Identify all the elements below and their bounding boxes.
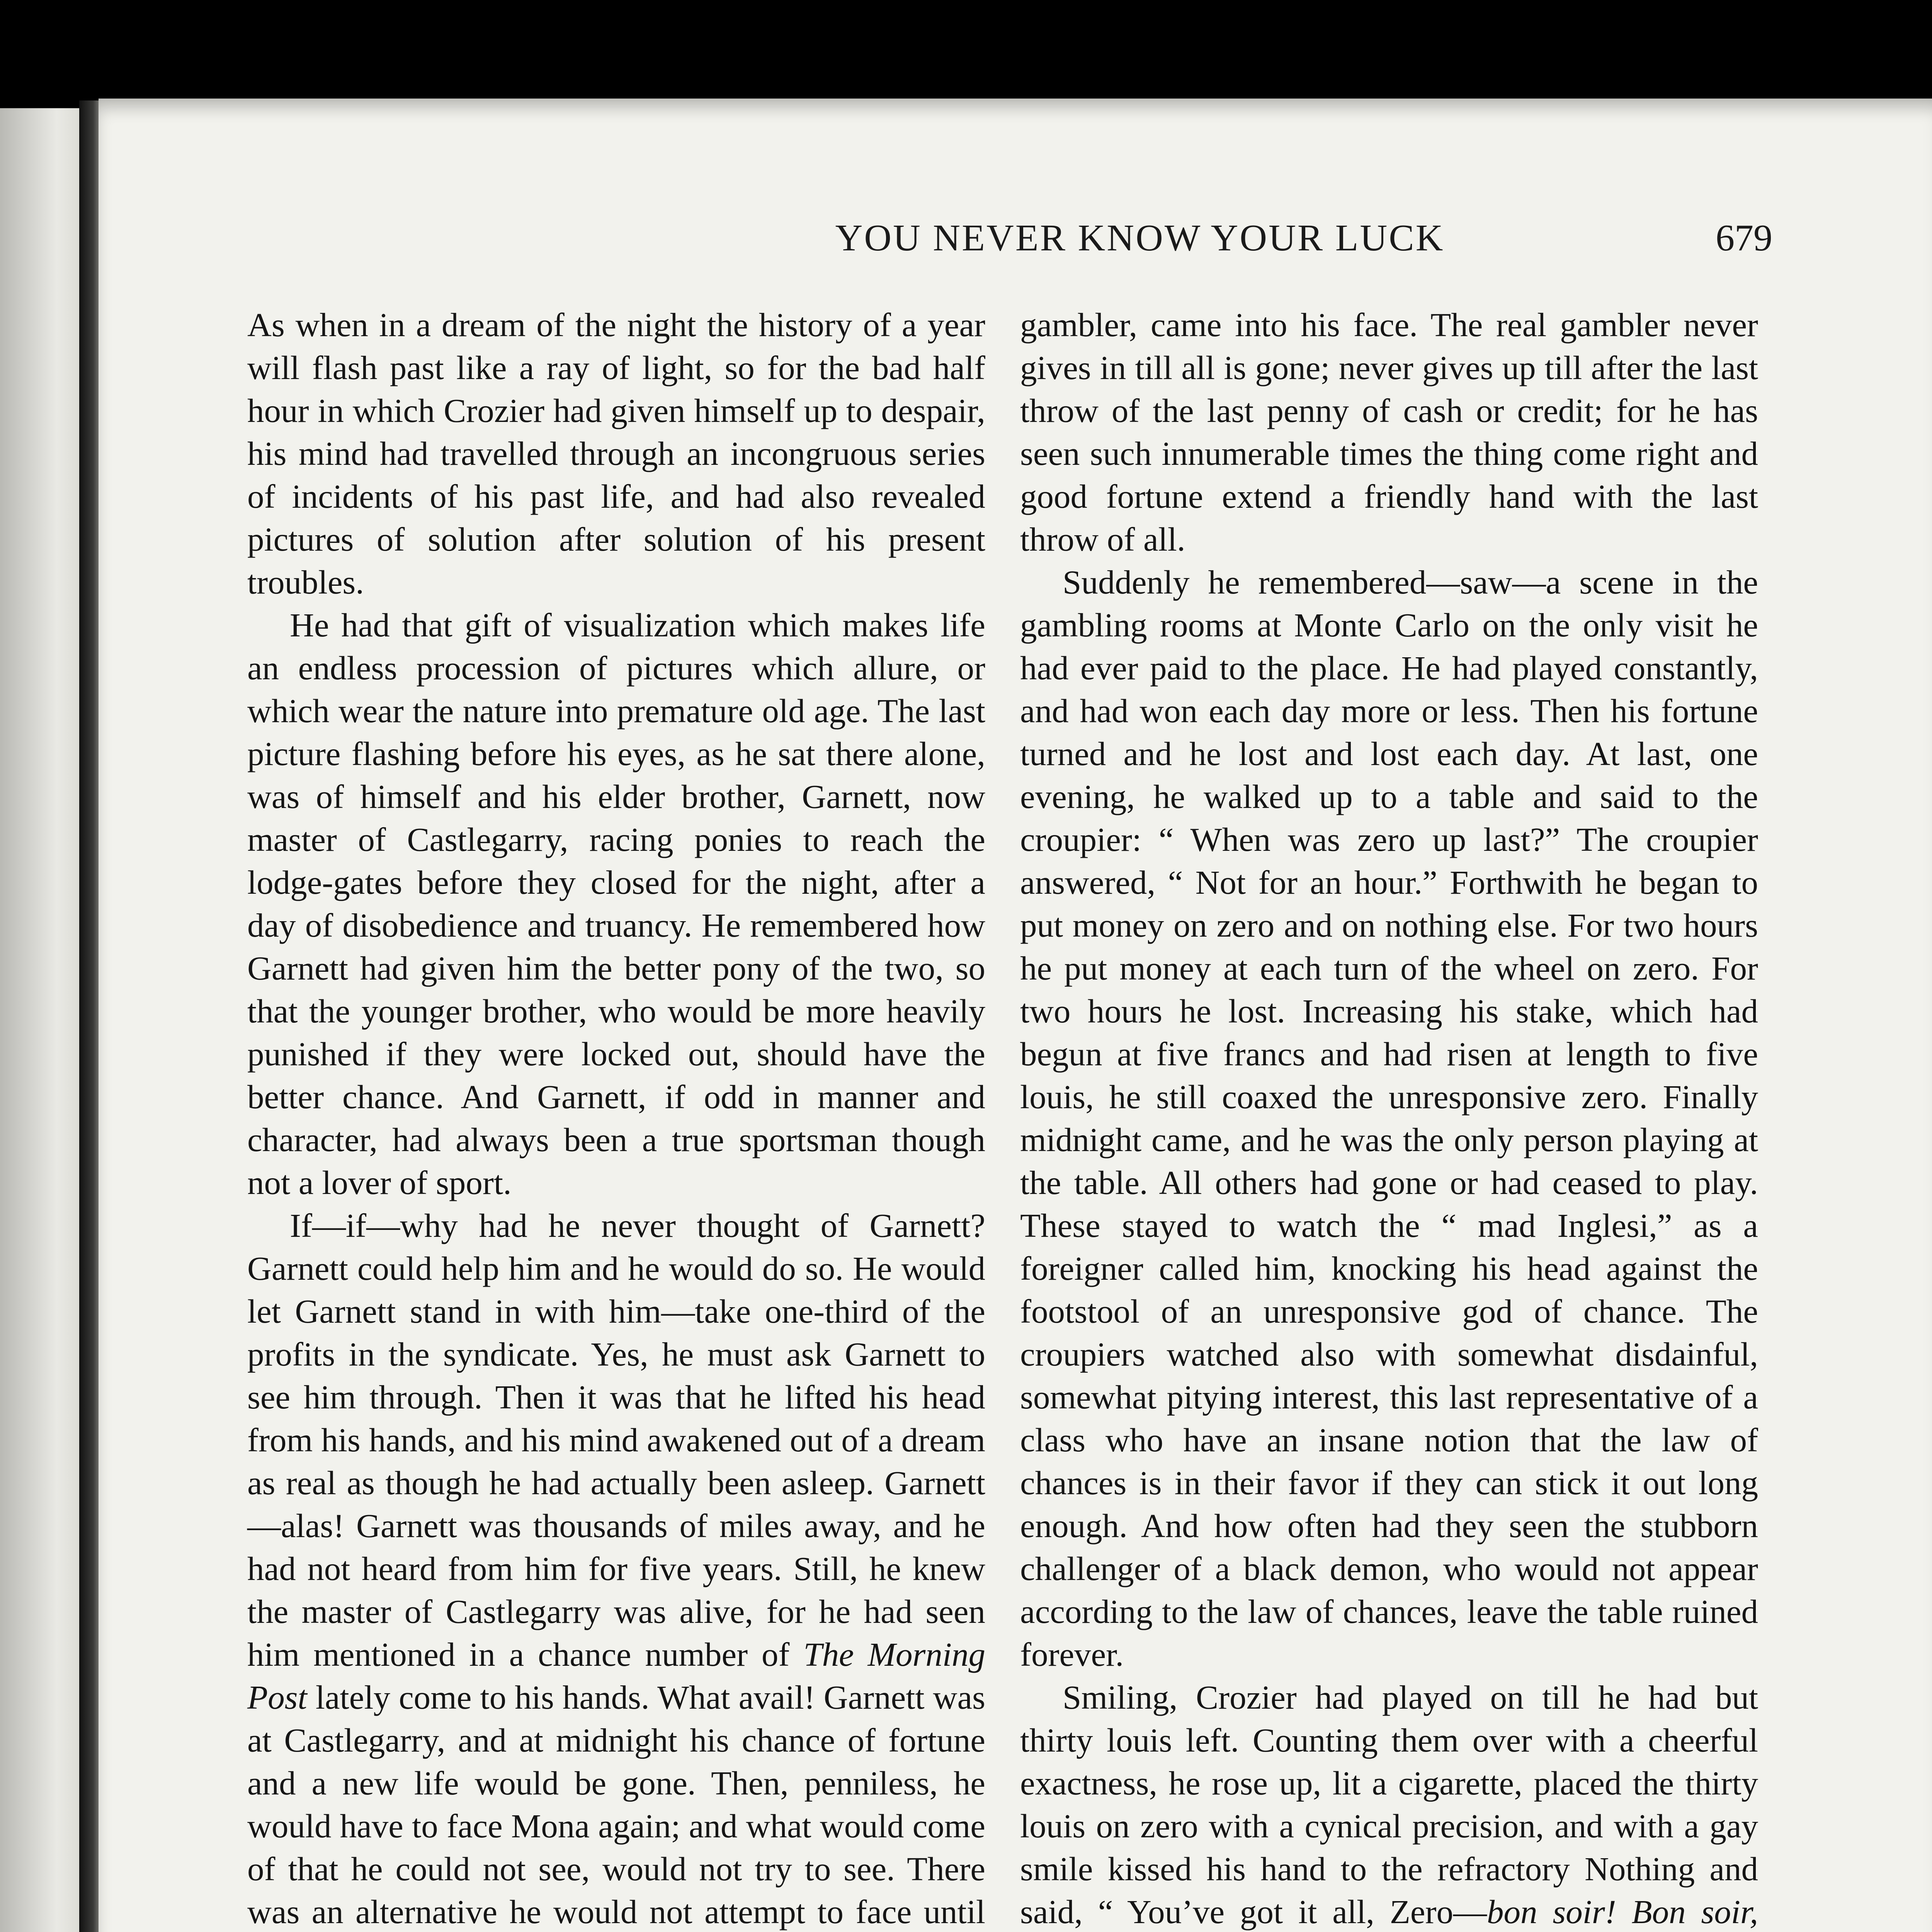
paragraph: As when in a dream of the night the history of a year will flash past like a ray of light, so for the bad half hour in which Crozier had given himself up to despair, his mind had travelled through an incongruous series of incidents of his past life, and had also revealed pictures of solution after solution of his present troubles.	[247, 306, 985, 601]
paragraph	[247, 1204, 985, 1932]
page-number: 679	[1716, 217, 1772, 259]
running-head: YOU NEVER KNOW YOUR LUCK	[835, 217, 1445, 259]
paragraph: Suddenly he remembered—saw—a scene in the gambling rooms at Monte Carlo on the only visit he had ever paid to the place. He had played constantly, and had won each day more or less. Then his fortune turned and he lost and lost each day. At last, one evening, he walked up to a table and said to the croupier: “ When was zero up last?” The croupier answered, “ Not for an hour.” Forthwith he began to put money on zero and on nothing else. For two hours he put money at each turn of the wheel on zero. For two hours he lost. Increasing his stake, which had begun at five francs and had risen at length to five louis, he still coaxed the unresponsive zero. Finally midnight came, and he was the only person playing at the table. All others had gone or had ceased to play. These stayed to watch the “ mad Inglesi,” as a foreigner called him, knocking his head against the footstool of an unresponsive god of chance. The croupiers watched also with somewhat disdainful, somewhat pitying interest, this last representative of a class who have an insane notion that the law of chances is in their favor if they can stick it out long enough. And how often had they seen the stubborn challenger of a black demon, who would not appear according to the law of chances, leave the table ruined forever.	[1020, 563, 1758, 1673]
left-page-edge	[0, 108, 81, 1932]
paragraph: He had that gift of visualization which makes life an endless procession of pictures which allure, or which wear the nature into premature old age. The last picture flashing before his eyes, as he sat there alone, was of himself and his elder brother, Garnett, now master of Castlegarry, racing ponies to reach the lodge-gates before they closed for the night, after a day of disobedience and truancy. He remembered how Garnett had given him the better pony of the two, so that the younger brother, who would be more heavily punished if they were locked out, should have the better chance. And Garnett, if odd in manner and character, had always been a true sportsman though not a lover of sport.	[247, 606, 985, 1201]
text-run: Smiling, Crozier had played on till he had but thirty louis left. Counting them over with a cheerful exactness, he rose up, lit a cigarette, placed the thirty louis on zero with a cynical precision, and with a gay smile kissed his hand to the refractory Nothing and said, “ You’ve got it all, Zero—	[1020, 1679, 1758, 1930]
paragraph: gambler, came into his face. The real gambler never gives in till all is gone; never gives up till after the last throw of the last penny of cash or credit; for he has seen such innumerable times the thing come right and good fortune extend a friendly hand with the last throw of all.	[1020, 306, 1758, 558]
text-run: If—if—why had he never thought of Garnett? Garnett could help him and he would do so. He would let Garnett stand in with him—take one-third of the profits in the syndicate. Yes, he must ask Garnett to see him through. Then it was that he lifted his head from his hands, and his mind awakened out of a dream as real as though he had actually been asleep. Garnett—alas! Garnett was thousands of miles away, and he had not heard from him for five years. Still, he knew the master of Castlegarry was alive, for he had seen him mentioned in a chance number of	[247, 1207, 985, 1673]
text-column-left	[247, 303, 985, 1932]
text-run: lately come to his hands. What avail! Garnett was at Castlegarry, and at midnight his chance of fortune and a new life would be gone. Then, penniless, he would have to face Mona again; and what would come of that he could not see, would not try to see. There was an alternative he would not attempt to face until	[247, 1679, 985, 1930]
paragraph	[1020, 1676, 1758, 1932]
periodical-title: The Morning Post	[247, 1636, 986, 1716]
italic-phrase: bon soir! Bon soir,	[1486, 1893, 1758, 1930]
text-column-right	[1020, 303, 1758, 1932]
